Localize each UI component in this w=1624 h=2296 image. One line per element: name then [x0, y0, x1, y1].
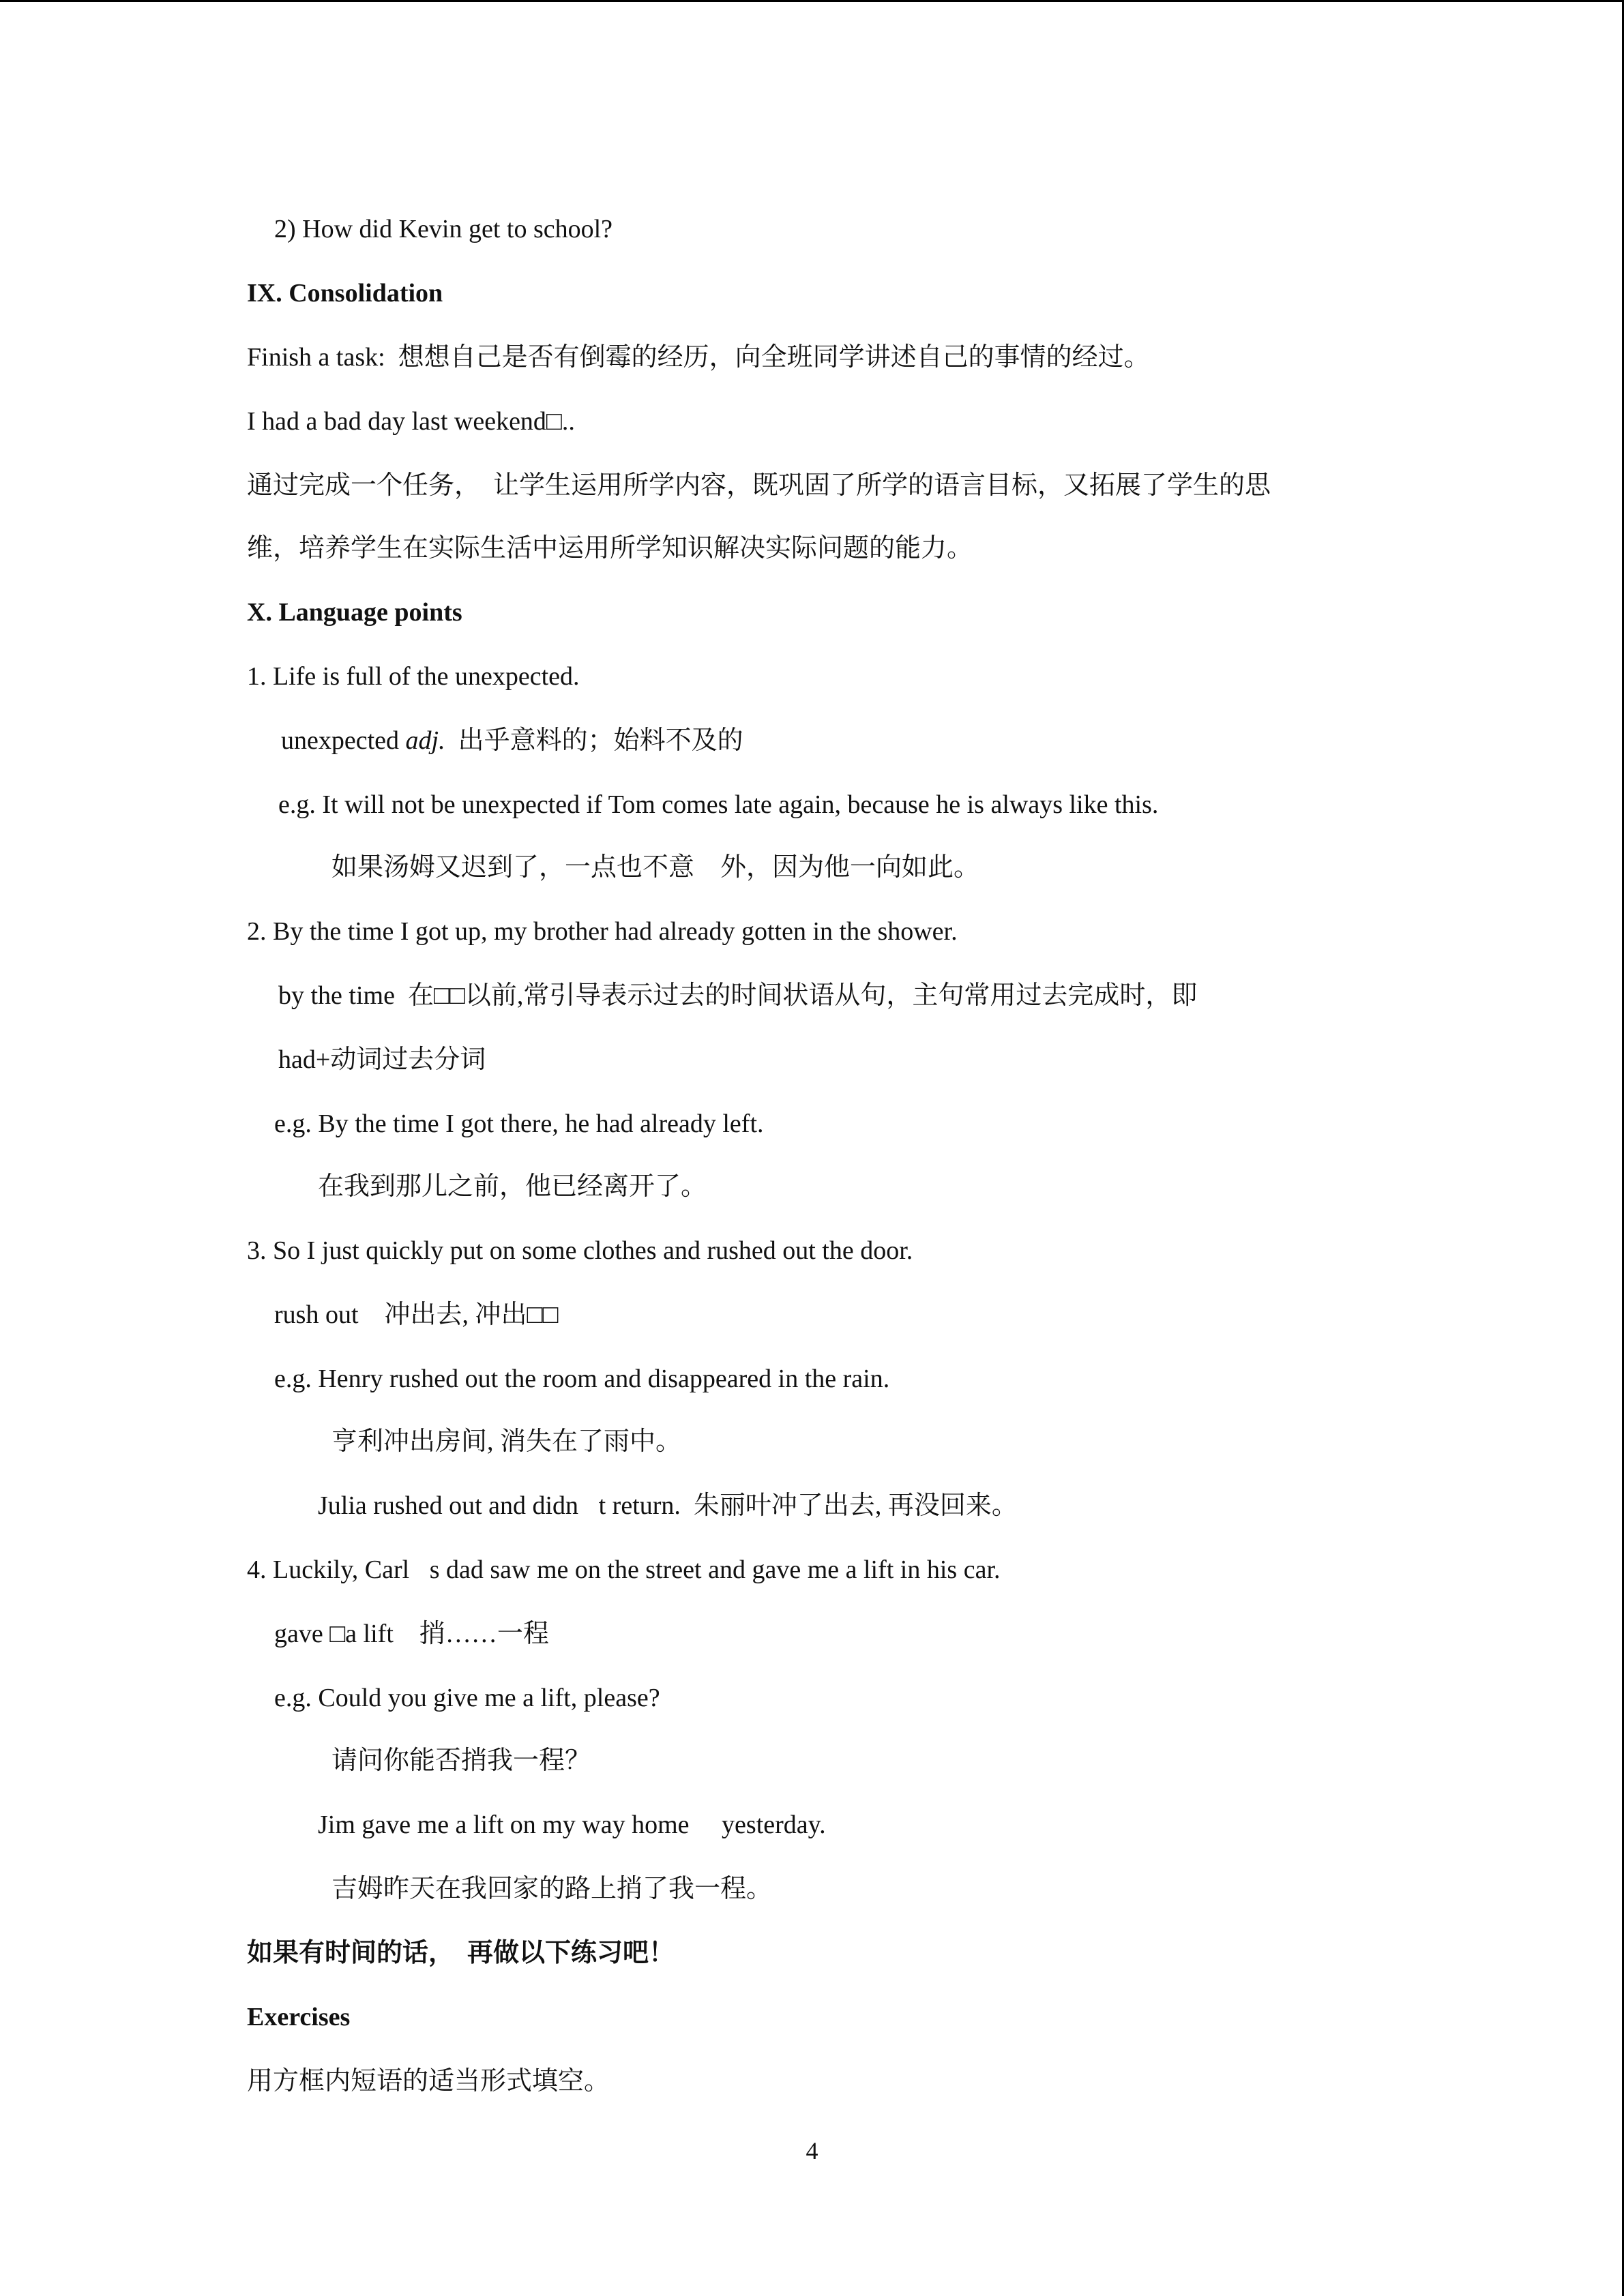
point-3-example-2: Julia rushed out and didn t return. 朱丽叶冲了出去, 再没回来。	[318, 1491, 1018, 1520]
extra-practice-heading: 如果有时间的话， 再做以下练习吧！	[247, 1939, 675, 1967]
page-number: 4	[806, 2137, 818, 2164]
purpose-line-1: 通过完成一个任务， 让学生运用所学内容，既巩固了所学的语言目标，又拓展了学生的思	[247, 471, 1271, 500]
page-top-border	[0, 0, 1624, 2]
point-3-definition: rush out 冲出去, 冲出□□	[274, 1300, 559, 1329]
section-heading-language-points: X. Language points	[247, 598, 462, 627]
point-1-meaning: 出乎意料的；始料不及的	[445, 726, 743, 755]
exercise-instruction: 用方框内短语的适当形式填空。	[247, 2067, 610, 2096]
point-3: 3. So I just quickly put on some clothes and rushed out the door.	[247, 1236, 913, 1265]
point-1: 1. Life is full of the unexpected.	[247, 662, 580, 691]
point-1-word: unexpected	[281, 726, 406, 755]
task-line: Finish a task: 想想自己是否有倒霉的经历，向全班同学讲述自己的事情的经过。	[247, 343, 1150, 372]
point-1-translation: 如果汤姆又迟到了，一点也不意 外，因为他一向如此。	[331, 853, 980, 882]
purpose-line-2: 维，培养学生在实际生活中运用所学知识解决实际问题的能力。	[247, 534, 973, 563]
bad-day-line: I had a bad day last weekend□..	[247, 407, 575, 436]
point-2: 2. By the time I got up, my brother had already gotten in the shower.	[247, 917, 958, 946]
point-2-definition-2: had+动词过去分词	[278, 1045, 486, 1074]
point-4-translation-2: 吉姆昨天在我回家的路上捎了我一程。	[331, 1875, 773, 1903]
point-4-example-2: Jim gave me a lift on my way home yesterday.	[318, 1810, 826, 1839]
point-2-definition-1: by the time 在□□以前,常引导表示过去的时间状语从句，主句常用过去完成时，即	[278, 981, 1198, 1010]
point-1-definition	[281, 724, 743, 757]
point-4-translation: 请问你能否捎我一程？	[331, 1746, 591, 1775]
point-4: 4. Luckily, Carl s dad saw me on the street and gave me a lift in his car.	[247, 1555, 1001, 1584]
point-2-translation: 在我到那儿之前，他已经离开了。	[318, 1172, 707, 1201]
point-4-definition: gave □a lift 捎……一程	[274, 1620, 549, 1648]
point-1-example: e.g. It will not be unexpected if Tom comes late again, because he is always like this.	[278, 790, 1159, 819]
point-3-translation: 亨利冲出房间, 消失在了雨中。	[331, 1427, 682, 1456]
point-1-part-of-speech: adj.	[405, 726, 445, 755]
point-2-example: e.g. By the time I got there, he had already left.	[274, 1109, 764, 1138]
question-line: 2) How did Kevin get to school?	[274, 215, 613, 243]
point-3-example: e.g. Henry rushed out the room and disappeared in the rain.	[274, 1365, 890, 1393]
section-heading-consolidation: IX. Consolidation	[247, 279, 443, 308]
point-4-example: e.g. Could you give me a lift, please?	[274, 1684, 660, 1712]
exercises-heading: Exercises	[247, 2003, 351, 2031]
